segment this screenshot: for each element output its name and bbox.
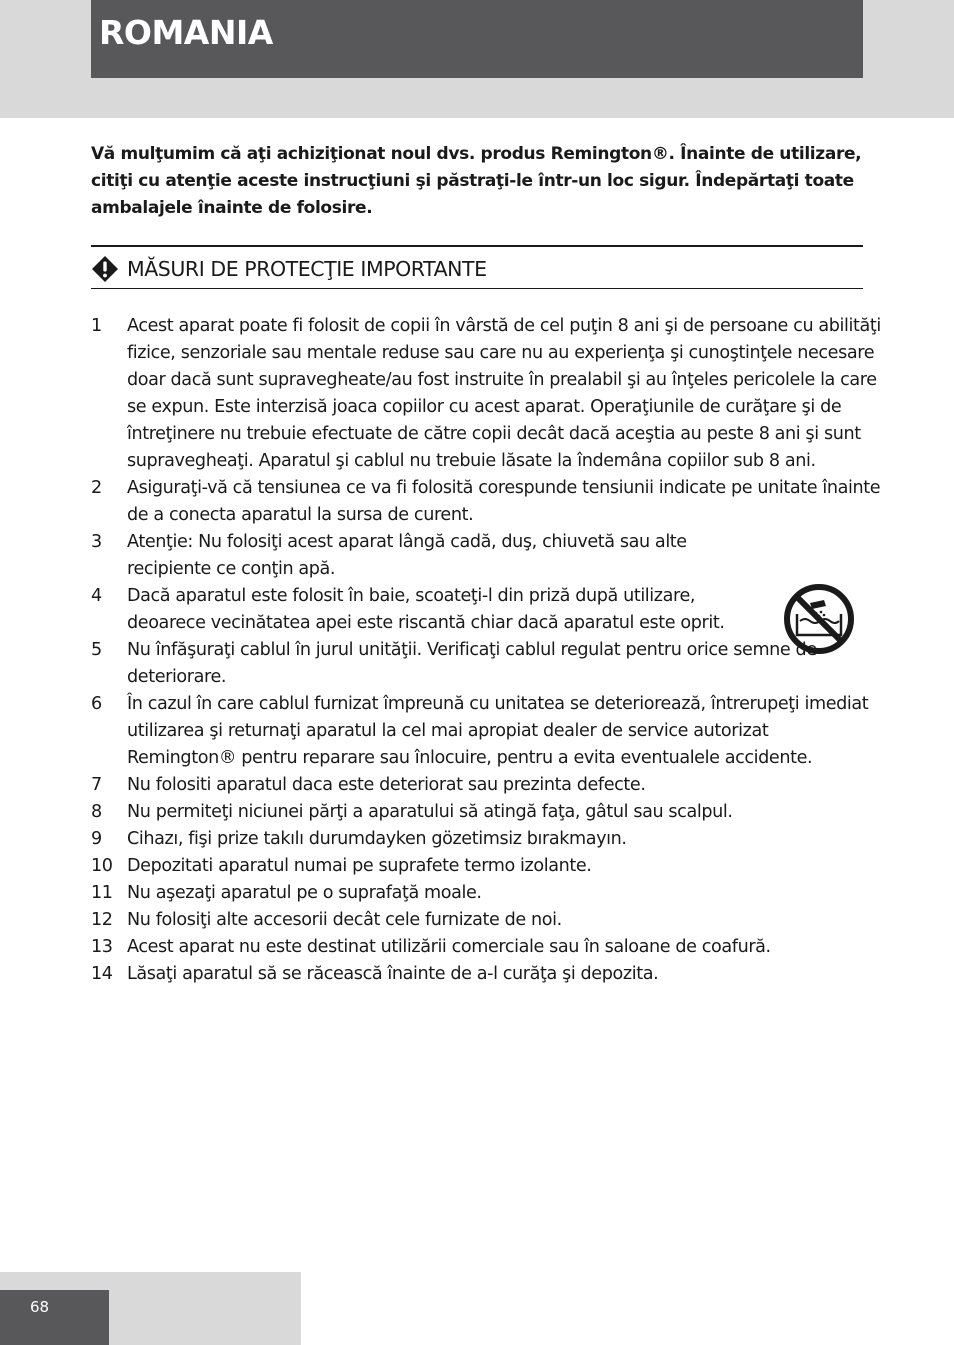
page-number: 68 [30, 1298, 50, 1316]
item-number: 6 [91, 694, 102, 714]
section-title: MĂSURI DE PROTECŢIE IMPORTANTE [127, 257, 487, 281]
item-number: 9 [91, 829, 102, 849]
item-text: Asiguraţi-vă că tensiunea ce va fi folosită corespunde tensiunii indicate pe unitate înainte de a conecta aparatul la sursa de curent. [127, 478, 881, 525]
list-item [91, 583, 767, 637]
item-number: 7 [91, 775, 102, 795]
item-number: 4 [91, 586, 102, 606]
item-number: 5 [91, 640, 102, 660]
item-number: 12 [91, 910, 113, 930]
item-text: Atenţie: Nu folosiţi acest aparat lângă cadă, duş, chiuvetă sau alte recipiente ce conţin apă. [127, 532, 687, 579]
item-text: Nu înfăşuraţi cablul în jurul unităţii. Verificaţi cablul regulat pentru orice semne de deteriorare. [127, 640, 817, 687]
section-divider-bottom [91, 288, 863, 289]
page-title: ROMANIA [99, 13, 273, 52]
item-number: 13 [91, 937, 113, 957]
item-number: 3 [91, 532, 102, 552]
item-number: 11 [91, 883, 113, 903]
item-text: Lăsaţi aparatul să se răcească înainte de a-l curăţa şi depozita. [127, 964, 659, 984]
list-item [91, 880, 881, 907]
item-text: Nu aşezaţi aparatul pe o suprafaţă moale. [127, 883, 482, 903]
list-item [91, 961, 881, 988]
item-text: Acest aparat nu este destinat utilizării comerciale sau în saloane de coafură. [127, 937, 771, 957]
no-water-icon [783, 583, 855, 655]
list-item [91, 907, 881, 934]
list-item [91, 853, 881, 880]
item-number: 8 [91, 802, 102, 822]
item-number: 1 [91, 316, 102, 336]
safety-list [91, 313, 881, 988]
list-item [91, 475, 881, 529]
section-header [91, 254, 487, 284]
item-number: 14 [91, 964, 113, 984]
list-item [91, 799, 881, 826]
item-text: Dacă aparatul este folosit în baie, scoateţi-l din priză după utilizare, deoarece vecinătatea apei este riscantă chiar dacă aparatul este oprit. [127, 586, 725, 633]
list-item [91, 313, 881, 475]
list-item [91, 826, 881, 853]
list-item [91, 691, 881, 772]
item-text: Nu folosiţi alte accesorii decât cele furnizate de noi. [127, 910, 562, 930]
item-text: Nu permiteţi niciunei părţi a aparatului să atingă faţa, gâtul sau scalpul. [127, 802, 733, 822]
list-item [91, 772, 881, 799]
item-text: Cihazı, fişi prize takılı durumdayken gözetimsiz bırakmayın. [127, 829, 627, 849]
item-number: 10 [91, 856, 113, 876]
list-item [91, 529, 767, 583]
item-text: În cazul în care cablul furnizat împreună cu unitatea se deteriorează, întrerupeţi imediat utilizarea şi returnaţi aparatul la cel mai apropiat dealer de service autorizat Remington® pentru reparare sau înlocuire, pentru a evita eventualele accidente. [127, 694, 869, 768]
item-number: 2 [91, 478, 102, 498]
section-divider-top [91, 245, 863, 247]
intro-paragraph: Vă mulţumim că aţi achiziţionat noul dvs. produs Remington®. Înainte de utilizare, citiţi cu atenţie aceste instrucţiuni şi păstraţi-le într-un loc sigur. Îndepărtaţi toate ambalajele înainte de folosire. [91, 144, 862, 218]
item-text: Depozitati aparatul numai pe suprafete termo izolante. [127, 856, 592, 876]
page-number-box [0, 1290, 109, 1345]
item-text: Nu folositi aparatul daca este deteriorat sau prezinta defecte. [127, 775, 646, 795]
list-item [91, 934, 881, 961]
list-item [91, 637, 881, 691]
title-bar [91, 0, 863, 78]
warning-icon [91, 255, 119, 283]
item-text: Acest aparat poate fi folosit de copii în vârstă de cel puţin 8 ani şi de persoane cu abilităţi fizice, senzoriale sau mentale reduse sau care nu au experienţa şi cunoştinţele necesare doar dacă sunt supravegheate/au fost instruite în prealabil şi au înţeles pericolele la care se expun. Este interzisă joaca copiilor cu acest aparat. Operaţiunile de curăţare şi de întreţinere nu trebuie efectuate de către copii decât dacă aceştia au peste 8 ani şi sunt supravegheaţi. Aparatul şi cablul nu trebuie lăsate la îndemâna copiilor sub 8 ani. [127, 316, 881, 471]
